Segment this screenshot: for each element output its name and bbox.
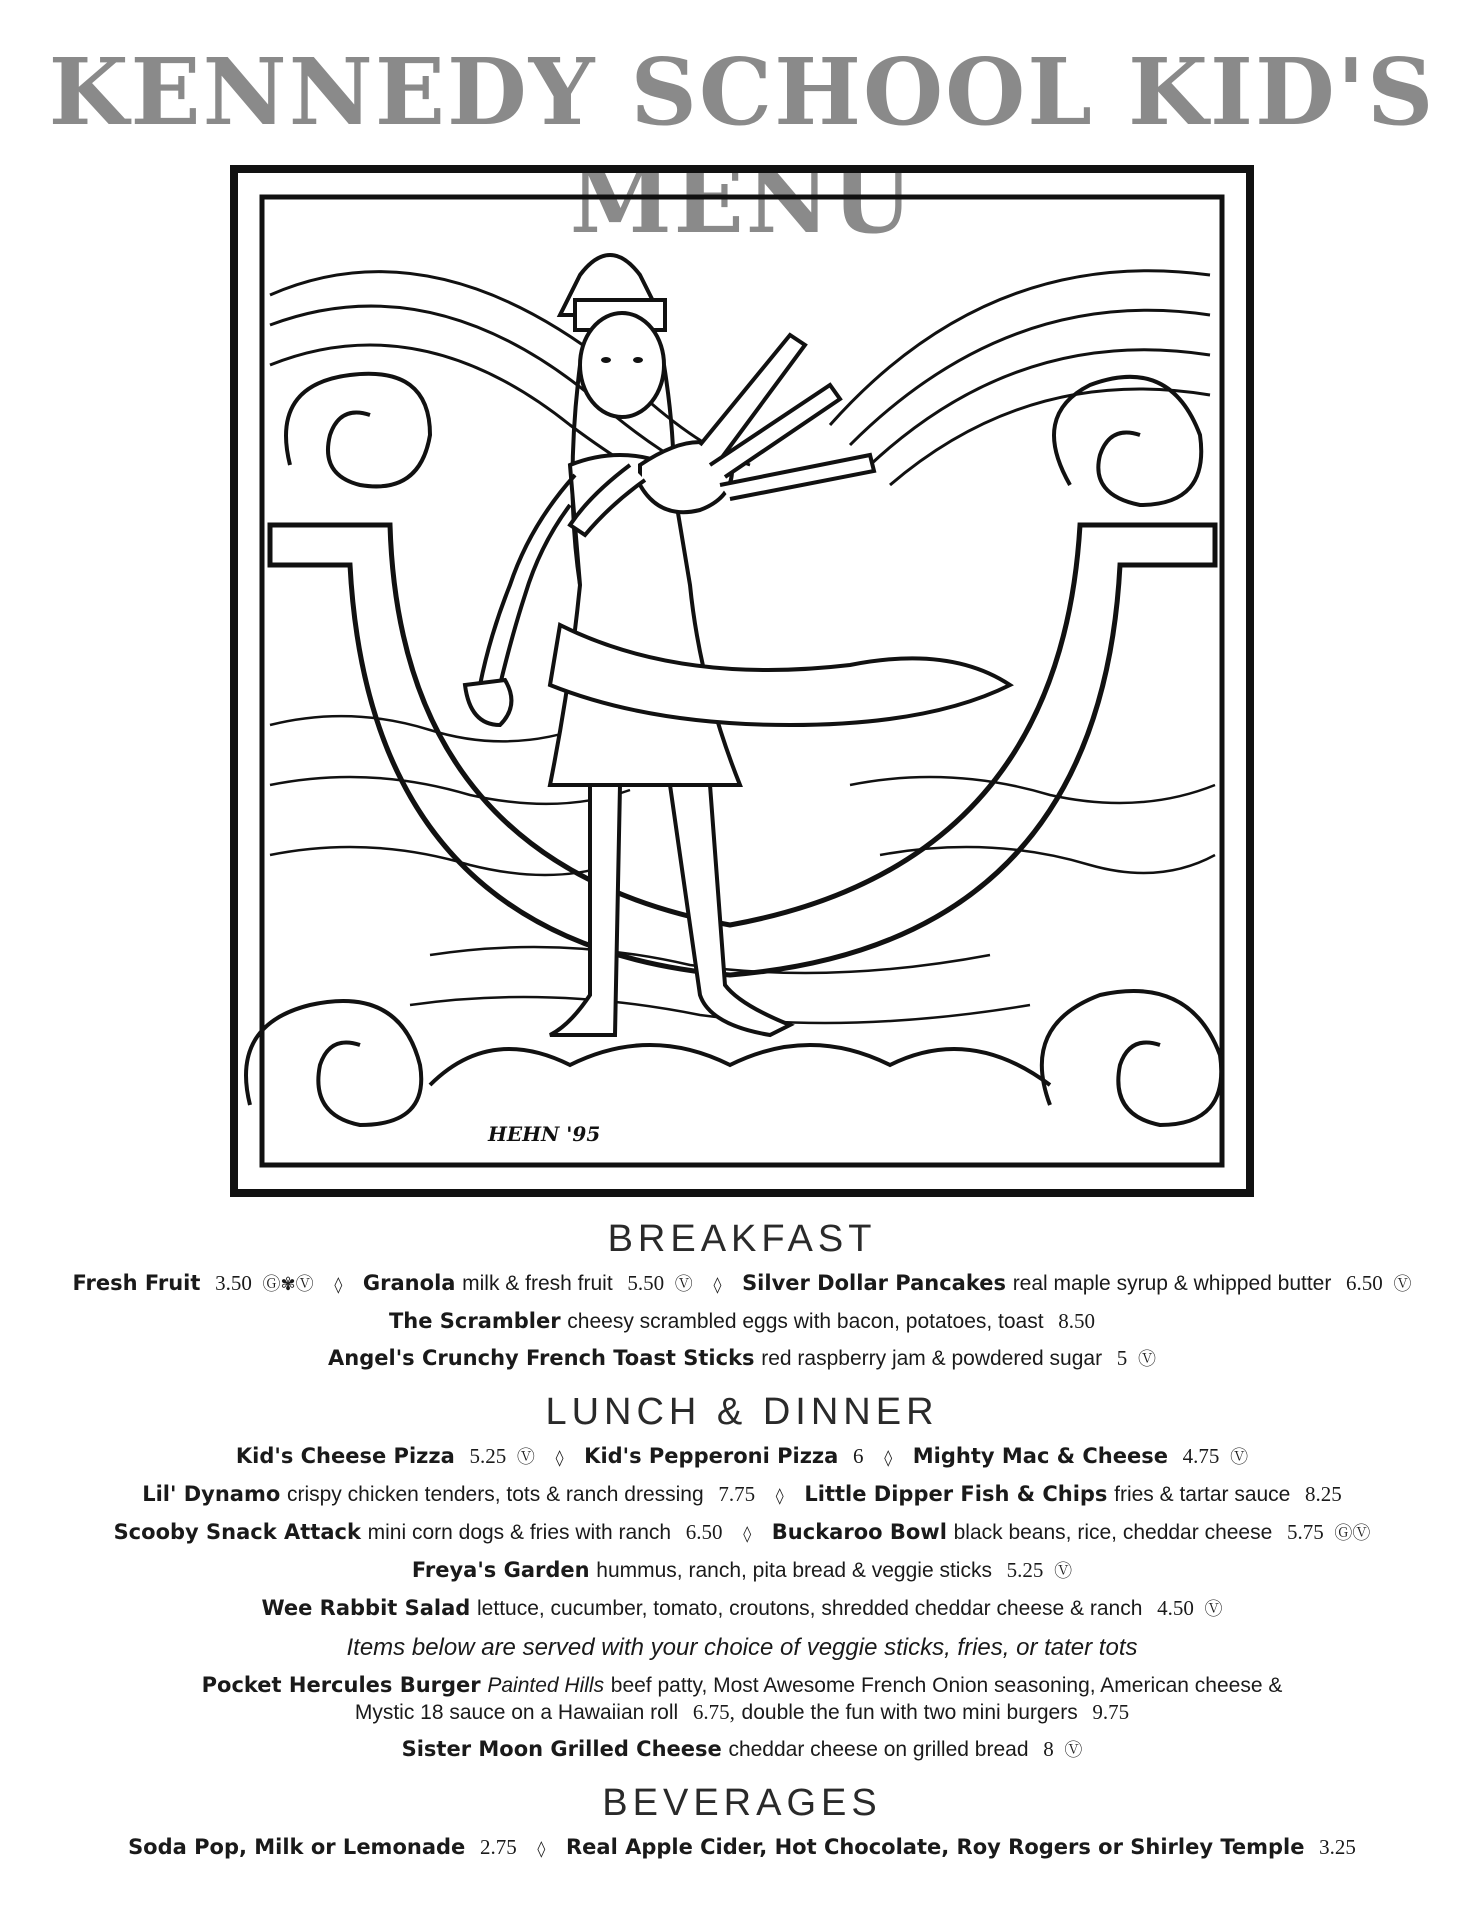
scrambler-price: 8.50 [1058,1309,1096,1333]
pepperoni-pizza-price: 6 [853,1444,864,1468]
lunch-line-2 [0,1476,1484,1514]
lunch-line-5 [0,1590,1484,1628]
lunch-line-burger [0,1672,1484,1726]
vegetarian-icon: Ⓥ [1137,1349,1156,1370]
freyas-garden-desc: hummus, ranch, pita bread & veggie sticks [596,1559,992,1582]
diamond-separator-icon: ◊ [743,1524,752,1543]
breakfast-line-2 [0,1303,1484,1340]
bagpiper-illustration [230,165,1254,1197]
fish-chips-price: 8.25 [1305,1482,1342,1506]
fresh-fruit-price: 3.50 [215,1271,252,1295]
beverages-heading: BEVERAGES [602,1782,882,1824]
burger-desc-2: Mystic 18 sauce on a Hawaiian roll [354,1701,679,1724]
soda-milk-lemonade-name: Soda Pop, Milk or Lemonade [128,1835,466,1859]
cheese-pizza-price: 5.25 [469,1444,507,1468]
wee-rabbit-desc: lettuce, cucumber, tomato, croutons, shredded cheddar cheese & ranch [477,1597,1143,1620]
grilled-cheese-name: Sister Moon Grilled Cheese [401,1737,722,1761]
menu-title: KENNEDY SCHOOL KID'S MENU [48,38,1436,254]
diamond-separator-icon: ◊ [775,1486,784,1505]
scooby-snack-desc: mini corn dogs & fries with ranch [367,1521,672,1544]
vegetarian-icon: Ⓥ [674,1274,693,1295]
fresh-fruit-diet-icons: Ⓖ✾Ⓥ [262,1274,314,1295]
burger-extra-price: 9.75 [1092,1700,1130,1724]
buckaroo-bowl-name: Buckaroo Bowl [771,1520,947,1544]
burger-price: 6.75, [692,1700,735,1724]
soda-milk-lemonade-price: 2.75 [479,1835,517,1859]
lunch-line-1 [0,1438,1484,1476]
french-toast-name: Angel's Crunchy French Toast Sticks [328,1346,755,1370]
wee-rabbit-name: Wee Rabbit Salad [261,1596,471,1620]
grilled-cheese-desc: cheddar cheese on grilled bread [728,1738,1029,1761]
breakfast-line-3 [0,1340,1484,1378]
diamond-separator-icon: ◊ [884,1448,893,1467]
artist-signature: HEHN '95 [488,1122,601,1146]
mac-cheese-name: Mighty Mac & Cheese [912,1444,1168,1468]
scooby-snack-price: 6.50 [685,1520,723,1544]
diamond-separator-icon: ◊ [537,1839,546,1858]
cider-cocoa-price: 3.25 [1319,1835,1356,1859]
pepperoni-pizza-name: Kid's Pepperoni Pizza [584,1444,839,1468]
pancakes-price: 6.50 [1346,1271,1383,1295]
vegetarian-icon: Ⓥ [1054,1561,1073,1582]
menu-body [0,1205,1484,1867]
lil-dynamo-name: Lil' Dynamo [142,1482,281,1506]
scrambler-name: The Scrambler [388,1309,561,1333]
diamond-separator-icon: ◊ [334,1275,343,1294]
lil-dynamo-desc: crispy chicken tenders, tots & ranch dressing [286,1483,704,1506]
burger-extra: double the fun with two mini burgers [741,1701,1078,1724]
gluten-free-vegetarian-icons: ⒼⓋ [1334,1523,1371,1544]
cheese-pizza-name: Kid's Cheese Pizza [235,1444,455,1468]
diamond-separator-icon: ◊ [713,1275,722,1294]
vegetarian-icon: Ⓥ [516,1447,535,1468]
lunch-line-4 [0,1552,1484,1590]
lunch-line-grilled [0,1731,1484,1769]
lunch-line-3 [0,1514,1484,1552]
granola-name: Granola [362,1271,456,1295]
scrambler-desc: cheesy scrambled eggs with bacon, potatoes, toast [567,1310,1044,1333]
buckaroo-bowl-desc: black beans, rice, cheddar cheese [953,1521,1273,1544]
mac-cheese-price: 4.75 [1182,1444,1220,1468]
scooby-snack-name: Scooby Snack Attack [113,1520,361,1544]
breakfast-heading: BREAKFAST [607,1218,877,1260]
cider-cocoa-name: Real Apple Cider, Hot Chocolate, Roy Rogers or Shirley Temple [565,1835,1305,1859]
fish-chips-desc: fries & tartar sauce [1114,1483,1291,1506]
vegetarian-icon: Ⓥ [1393,1274,1412,1295]
wee-rabbit-price: 4.50 [1157,1596,1194,1620]
lunch-dinner-heading: LUNCH & DINNER [545,1391,939,1433]
vegetarian-icon: Ⓥ [1204,1599,1223,1620]
burger-brand: Painted Hills [487,1674,605,1697]
fish-chips-name: Little Dipper Fish & Chips [804,1482,1108,1506]
buckaroo-bowl-price: 5.75 [1286,1520,1324,1544]
french-toast-price: 5 [1116,1346,1128,1370]
granola-desc: milk & fresh fruit [462,1272,613,1295]
vegetarian-icon: Ⓥ [1230,1447,1249,1468]
diamond-separator-icon: ◊ [555,1448,564,1467]
beverages-line [0,1829,1484,1867]
vegetarian-icon: Ⓥ [1064,1740,1083,1761]
sides-note: Items below are served with your choice of veggie sticks, fries, or tater tots [346,1634,1138,1661]
granola-price: 5.50 [627,1271,665,1295]
fresh-fruit-name: Fresh Fruit [72,1271,201,1295]
pancakes-name: Silver Dollar Pancakes [742,1271,1006,1295]
grilled-cheese-price: 8 [1043,1737,1054,1761]
pancakes-desc: real maple syrup & whipped butter [1012,1272,1332,1295]
freyas-garden-price: 5.25 [1006,1558,1044,1582]
french-toast-desc: red raspberry jam & powdered sugar [761,1347,1103,1370]
burger-desc-1: beef patty, Most Awesome French Onion seasoning, American cheese & [610,1674,1283,1697]
burger-name: Pocket Hercules Burger [201,1673,481,1697]
freyas-garden-name: Freya's Garden [411,1558,590,1582]
lil-dynamo-price: 7.75 [718,1482,756,1506]
breakfast-line-1 [0,1265,1484,1303]
